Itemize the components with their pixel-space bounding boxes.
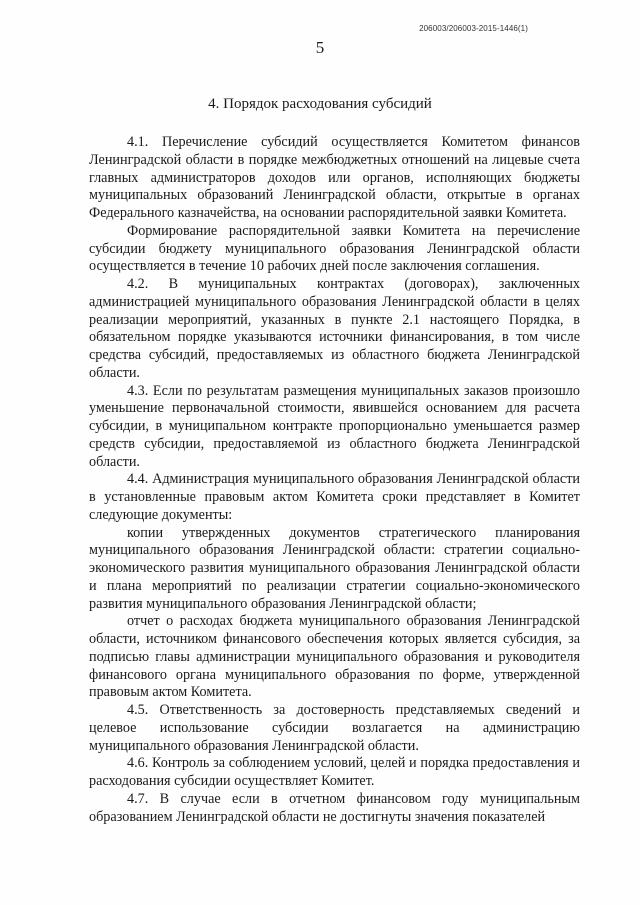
document-code: 206003/206003-2015-1446(1) bbox=[419, 24, 528, 33]
paragraph-4-1: 4.1. Перечисление субсидий осуществляется Комитетом финансов Ленинградской области в порядке межбюджетных отношений на лицевые счета главных администраторов доходов или органов, исполняющих бюджеты муниципальных образований Ленинградской области, открытые в органах Федерального казначейства, на основании распорядительной заявки Комитета. bbox=[89, 134, 580, 221]
section-title: 4. Порядок расходования субсидий bbox=[208, 96, 432, 112]
paragraph-4-6: 4.6. Контроль за соблюдением условий, целей и порядка предоставления и расходования субсидии осуществляет Комитет. bbox=[89, 755, 580, 789]
paragraph-4-4-report: отчет о расходах бюджета муниципального образования Ленинградской области, источником финансового обеспечения которых является субсидия, за подписью главы администрации муниципального образования и руководителя финансового органа муниципального образования по форме, утвержденной правовым актом Комитета. bbox=[89, 613, 580, 701]
paragraph-4-7: 4.7. В случае если в отчетном финансовом году муниципальным образованием Ленинградской области не достигнуты значения показателей bbox=[89, 790, 580, 825]
paragraph-4-4-copies: копии утвержденных документов стратегического планирования муниципального образования Ленинградской области: стратегии социально-экономического развития муниципального образования Ленинградской области и плана мероприятий по реализации стратегии социально-экономического развития муниципального образования Ленинградской области; bbox=[89, 524, 580, 612]
paragraph-4-2: 4.2. В муниципальных контрактах (договорах), заключенных администрацией муниципального образования Ленинградской области в целях реализации мероприятий, указанных в пункте 2.1 настоящего Порядка, в обязательном порядке указываются источники финансирования, в том числе средства субсидий, предоставляемых из областного бюджета Ленинградской области. bbox=[89, 276, 580, 381]
paragraph-4-5: 4.5. Ответственность за достоверность представляемых сведений и целевое использование субсидии возлагается на администрацию муниципального образования Ленинградской области. bbox=[89, 702, 580, 754]
paragraph-4-4: 4.4. Администрация муниципального образования Ленинградской области в установленные правовым актом Комитета сроки представляет в Комитет следующие документы: bbox=[89, 471, 580, 523]
paragraph-4-1-request: Формирование распорядительной заявки Комитета на перечисление субсидии бюджету муниципального образования Ленинградской области осуществляется в течение 10 рабочих дней после заключения соглашения. bbox=[89, 222, 580, 275]
page-number: 5 bbox=[315, 38, 325, 57]
document-body bbox=[89, 134, 580, 826]
paragraph-4-3: 4.3. Если по результатам размещения муниципальных заказов произошло уменьшение первоначальной стоимости, явившейся основанием для расчета субсидии, в муниципальном контракте пропорционально уменьшается размер средств субсидии, предоставляемой из областного бюджета Ленинградской области. bbox=[89, 382, 580, 470]
